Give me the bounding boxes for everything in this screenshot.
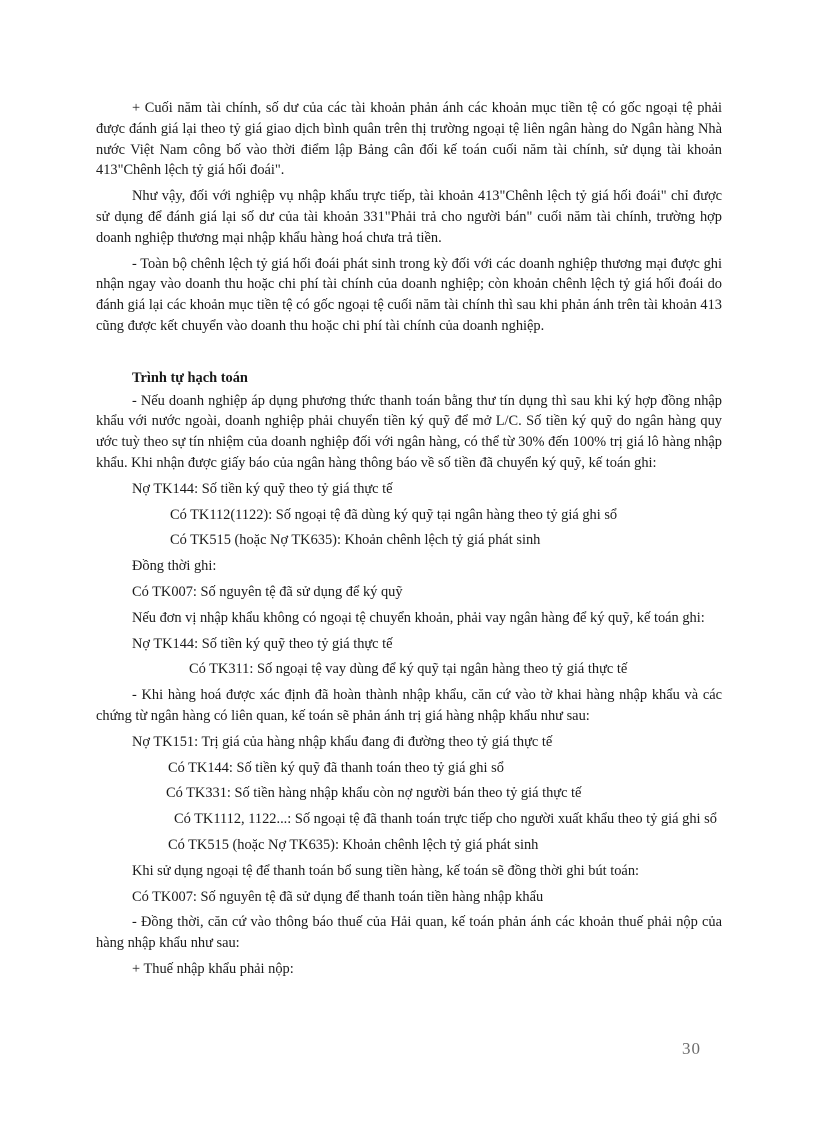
entry-credit-112: Có TK112(1122): Số ngoại tệ đã dùng ký quỹ tại ngân hàng theo tỷ giá ghi sổ	[170, 506, 618, 523]
entry-credit-311: Có TK311: Số ngoại tệ vay dùng để ký quỹ tại ngân hàng theo tỷ giá thực tế	[189, 661, 628, 678]
entry-credit-1112: Có TK1112, 1122...: Số ngoại tệ đã thanh toán trực tiếp cho người xuất khẩu theo tỷ giá ghi sổ	[174, 811, 717, 828]
section-gap	[96, 342, 722, 368]
section-heading: Trình tự hạch toán	[132, 369, 248, 386]
paragraph-lc-deposit: - Nếu doanh nghiệp áp dụng phương thức thanh toán bằng thư tín dụng thì sau khi ký hợp đồng nhập khẩu với nước ngoài, doanh nghiệp phải chuyển tiền ký quỹ để mở L/C. Số tiền ký quỹ do ngân hàng quy ước tuỳ theo sự tín nhiệm của doanh nghiệp đối với ngân hàng, có thể từ 30% đến 100% trị giá lô hàng nhập khẩu. Khi nhận được giấy báo của ngân hàng thông báo về số tiền đã chuyển ký quỹ, kế toán ghi:	[96, 392, 722, 471]
entry-debit-144-loan: Nợ TK144: Số tiền ký quỹ theo tỷ giá thực tế	[132, 635, 393, 652]
paragraph-year-end-revaluation: + Cuối năm tài chính, số dư của các tài khoản phản ánh các khoản mục tiền tệ có gốc ngoại tệ phải được đánh giá lại theo tỷ giá giao dịch bình quân trên thị trường ngoại tệ liên ngân hàng do Ngân hàng Nhà nước Việt Nam công bố vào thời điểm lập Bảng cân đối kế toán cuối năm tài chính, sử dụng tài khoản 413"Chênh lệch tỷ giá hối đoái".	[96, 100, 722, 179]
paragraph-import-completed: - Khi hàng hoá được xác định đã hoàn thành nhập khẩu, căn cứ vào tờ khai hàng nhập khẩu và các chứng từ ngân hàng có liên quan, kế toán sẽ phản ánh trị giá hàng nhập khẩu như sau:	[96, 687, 722, 724]
entry-credit-007: Có TK007: Số nguyên tệ đã sử dụng để ký quỹ	[132, 583, 403, 600]
paragraph-account-413-usage: Như vậy, đối với nghiệp vụ nhập khẩu trực tiếp, tài khoản 413"Chênh lệch tỷ giá hối đoái" chỉ được sử dụng để đánh giá lại số dư của tài khoản 331"Phải trả cho người bán" cuối năm tài chính, trường hợp doanh nghiệp thương mại nhập khẩu hàng hoá chưa trả tiền.	[96, 188, 722, 246]
paragraph-customs-tax: - Đồng thời, căn cứ vào thông báo thuế của Hải quan, kế toán phản ánh các khoản thuế phải nộp của hàng nhập khẩu như sau:	[96, 914, 722, 952]
page-number: 30	[682, 1039, 701, 1058]
entry-credit-144: Có TK144: Số tiền ký quỹ đã thanh toán theo tỷ giá ghi sổ	[168, 759, 504, 776]
entry-credit-007-payment: Có TK007: Số nguyên tệ đã sử dụng để thanh toán tiền hàng nhập khẩu	[132, 888, 544, 905]
page-body	[96, 98, 722, 985]
paragraph-exchange-difference: - Toàn bộ chênh lệch tỷ giá hối đoái phát sinh trong kỳ đối với các doanh nghiệp thương mại được ghi nhận ngay vào doanh thu hoặc chi phí tài chính của doanh nghiệp; còn khoản chênh lệch tỷ giá hối đoái do đánh giá lại các khoản mục tiền tệ có gốc ngoại tệ cuối năm tài chính thì sau khi phản ánh trên tài khoản 413 cũng được kết chuyển vào doanh thu hoặc chi phí tài chính của doanh nghiệp.	[96, 255, 722, 334]
paragraph-bank-loan: Nếu đơn vị nhập khẩu không có ngoại tệ chuyển khoản, phải vay ngân hàng để ký quỹ, kế toán ghi:	[132, 609, 705, 626]
entry-credit-515-import: Có TK515 (hoặc Nợ TK635): Khoản chênh lệch tỷ giá phát sinh	[168, 836, 539, 853]
entry-credit-515: Có TK515 (hoặc Nợ TK635): Khoản chênh lệch tỷ giá phát sinh	[170, 532, 541, 549]
entry-debit-144: Nợ TK144: Số tiền ký quỹ theo tỷ giá thực tế	[132, 480, 393, 497]
entry-credit-331: Có TK331: Số tiền hàng nhập khẩu còn nợ người bán theo tỷ giá thực tế	[166, 785, 582, 802]
entry-simultaneous: Đồng thời ghi:	[132, 558, 217, 575]
paragraph-supplementary-payment: Khi sử dụng ngoại tệ để thanh toán bổ sung tiền hàng, kế toán sẽ đồng thời ghi bút toán:	[132, 862, 640, 879]
entry-import-tax: + Thuế nhập khẩu phải nộp:	[132, 960, 294, 977]
entry-debit-151: Nợ TK151: Trị giá của hàng nhập khẩu đang đi đường theo tỷ giá thực tế	[132, 733, 553, 750]
